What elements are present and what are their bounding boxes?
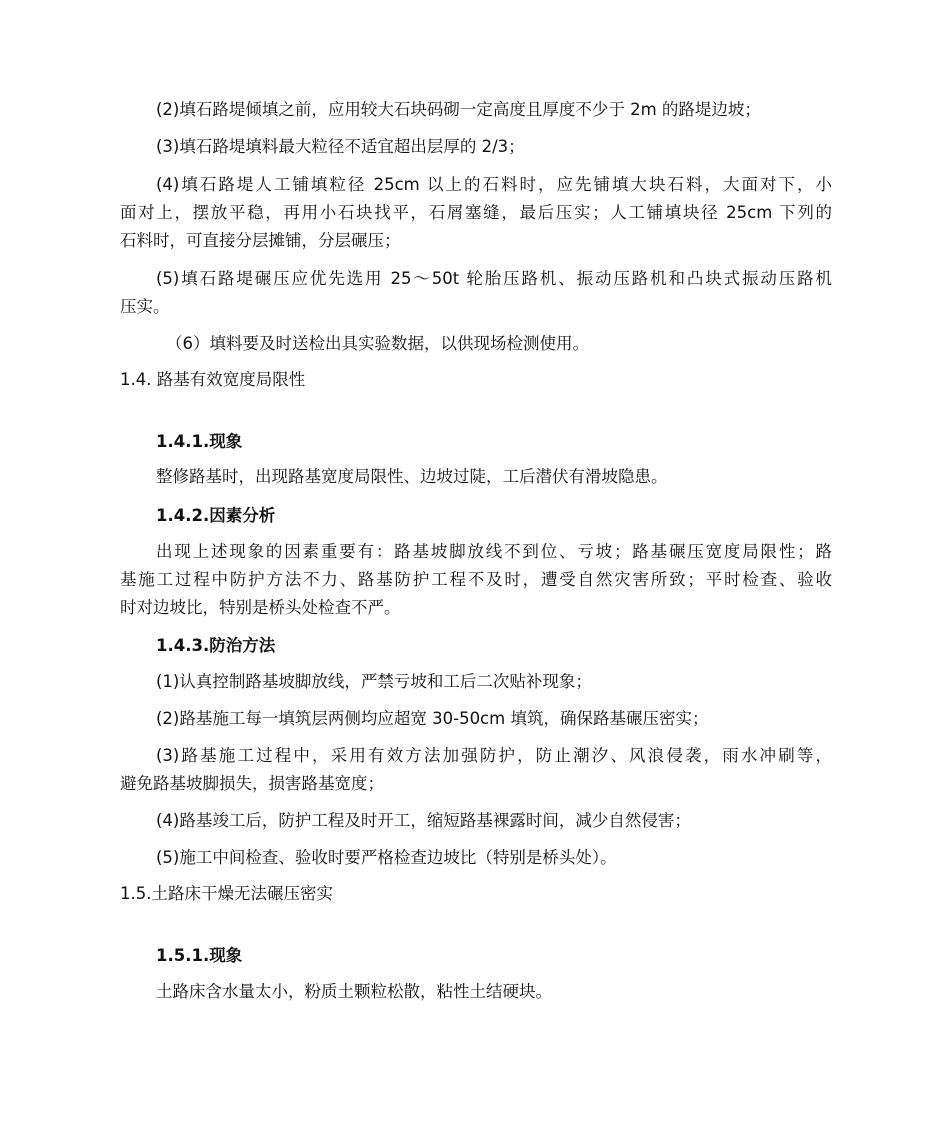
paragraph-line: (5)填石路堤碾压应优先选用 25～50t 轮胎压路机、振动压路机和凸块式振动压路机: [156, 269, 832, 288]
paragraph-line: 面对上，摆放平稳，再用小石块找平，石屑塞缝，最后压实；人工铺填块径 25cm 下列的: [120, 203, 832, 222]
heading-1-5-1: 1.5.1.现象: [156, 946, 243, 965]
section-title-1-4: 1.4. 路基有效宽度局限性: [120, 370, 306, 389]
section-title-1-5: 1.5.土路床干燥无法碾压密实: [120, 884, 333, 903]
paragraph-line: 压实。: [120, 297, 170, 316]
paragraph-line: (1)认真控制路基坡脚放线，严禁亏坡和工后二次贴补现象；: [156, 672, 592, 691]
heading-1-4-1: 1.4.1.现象: [156, 432, 243, 451]
paragraph-line: (2)填石路堤倾填之前，应用较大石块码砌一定高度且厚度不少于 2m 的路堤边坡；: [156, 100, 761, 119]
paragraph-line: (5)施工中间检查、验收时要严格检查边坡比（特别是桥头处）。: [156, 848, 617, 867]
paragraph-line: 时对边坡比，特别是桥头处检查不严。: [120, 598, 401, 617]
heading-1-4-3: 1.4.3.防治方法: [156, 636, 276, 655]
paragraph-line: 基施工过程中防护方法不力、路基防护工程不及时，遭受自然灾害所致；平时检查、验收: [120, 570, 832, 589]
paragraph-line: 避免路基坡脚损失，损害路基宽度；: [120, 774, 384, 793]
paragraph-line: (3)填石路堤填料最大粒径不适宜超出层厚的 2/3；: [156, 137, 525, 156]
paragraph-line: (3)路基施工过程中，采用有效方法加强防护，防止潮汐、风浪侵袭，雨水冲刷等，: [156, 746, 832, 765]
paragraph-line: 出现上述现象的因素重要有：路基坡脚放线不到位、亏坡；路基碾压宽度局限性；路: [156, 542, 832, 561]
paragraph-line: (4)路基竣工后，防护工程及时开工，缩短路基裸露时间，减少自然侵害；: [156, 811, 691, 830]
paragraph-line: 土路床含水量太小，粉质土颗粒松散，粘性土结硬块。: [156, 982, 552, 1001]
paragraph-line: (2)路基施工每一填筑层两侧均应超宽 30-50cm 填筑，确保路基碾压密实；: [156, 709, 709, 728]
heading-1-4-2: 1.4.2.因素分析: [156, 506, 276, 525]
paragraph-line: 石料时，可直接分层摊铺，分层碾压；: [120, 231, 401, 250]
paragraph-line: （6）填料要及时送检出具实验数据，以供现场检测使用。: [166, 334, 589, 353]
paragraph-line: (4)填石路堤人工铺填粒径 25cm 以上的石料时，应先铺填大块石料，大面对下，小: [156, 175, 832, 194]
paragraph-line: 整修路基时，出现路基宽度局限性、边坡过陡，工后潜伏有滑坡隐患。: [156, 467, 668, 486]
